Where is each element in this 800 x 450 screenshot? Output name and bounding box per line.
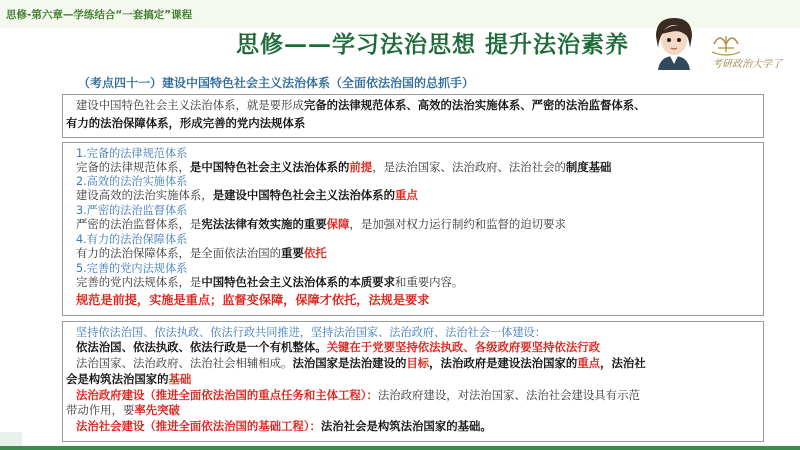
joint-line-6 — [76, 419, 492, 434]
course-title: 思修-第六章—学练结合“一套搞定”课程 — [6, 9, 193, 21]
text-3-a: 严密的法治监督体系，是 — [76, 217, 202, 231]
text-5 — [76, 275, 463, 290]
text-3 — [76, 217, 566, 232]
joint-line-2-d: ，法治社 — [600, 356, 646, 370]
text-5-c: 和重要内容。 — [394, 275, 464, 289]
text-4 — [76, 246, 327, 261]
definition-line-2 — [66, 116, 305, 131]
brand-name: 考研政治大学了 — [712, 59, 782, 70]
text-1-b: 是中国特色社会主义法治体系的 — [189, 160, 350, 174]
joint-line-2-b: 法治国家是法治建设的 — [292, 356, 407, 370]
text-3-b: 宪法法律有效实施的重要 — [201, 217, 327, 231]
page-title: 思修——学习法治思想 提升法治素养 — [236, 31, 630, 58]
text-1 — [76, 160, 611, 175]
text-5-a: 完善的党内法规体系，是 — [76, 275, 202, 289]
joint-line-5-keyword: 率先突破 — [134, 403, 180, 417]
joint-line-5-a: 带动作用，要 — [66, 403, 135, 417]
joint-line-3 — [66, 372, 191, 387]
text-1-keyword: 前提 — [349, 160, 373, 174]
text-4-keyword: 依托 — [303, 246, 327, 260]
text-1-a: 完备的法律规范体系， — [76, 160, 190, 174]
text-2-keyword: 重点 — [394, 188, 418, 202]
joint-line-5 — [66, 403, 180, 418]
heading-5: 5.完善的党内法规体系 — [76, 262, 188, 275]
section-title: （考点四十一）建设中国特色社会主义法治体系（全面依法治国的总抓手） — [78, 76, 475, 90]
text-2 — [76, 188, 418, 203]
summary-mnemonic: 规范是前提，实施是重点；监督变保障，保障才依托，法规是要求 — [76, 293, 430, 307]
text-2-a: 建设高效的法治实施体系， — [76, 188, 213, 202]
joint-line-4-keyword: 法治政府建设（推进全面依法治国的重点任务和主体工程）： — [76, 388, 378, 402]
joint-line-6-keyword: 法治社会建设（推进全面依法治国的基础工程）： — [76, 419, 321, 433]
text-3-c: ，是加强对权力运行制约和监督的迫切要求 — [349, 217, 566, 231]
joint-line-3-a: 会是构筑法治国家的 — [66, 372, 169, 386]
joint-line-3-keyword: 基础 — [168, 372, 192, 386]
heading-2: 2.高效的法治实施体系 — [76, 175, 188, 188]
joint-line-1-keyword: 关键在于党要坚持依法执政、各级政府要坚持依法行政 — [326, 340, 600, 354]
text-1-d: 制度基础 — [565, 160, 612, 174]
text-4-b: 重要 — [281, 246, 304, 260]
joint-heading: 坚持依法治国、依法执政、依法行政共同推进，坚持法治国家、法治政府、法治社会一体建设： — [76, 326, 546, 339]
definition-systems-cont: 有力的法治保障体系，形成完善的党内法规体系 — [66, 116, 306, 130]
corner-decoration — [0, 432, 22, 446]
text-2-b: 是建设中国特色社会主义法治体系的 — [212, 188, 395, 202]
joint-line-4 — [76, 388, 640, 403]
joint-line-2-keyword-2: 重点 — [577, 356, 601, 370]
joint-line-4-a: 法治政府建设，对法治国家、法治社会建设具有示范 — [377, 388, 640, 402]
joint-line-2-keyword-1: 目标 — [406, 356, 430, 370]
joint-line-2 — [76, 356, 646, 371]
heading-4: 4.有力的法治保障体系 — [76, 233, 188, 246]
joint-line-2-c: ，法治政府是建设法治国家的 — [429, 356, 578, 370]
definition-line-1 — [76, 98, 646, 113]
definition-systems: 完备的法律规范体系、高效的法治实施体系、严密的法治监督体系、 — [303, 98, 646, 112]
text-5-b: 中国特色社会主义法治体系的本质要求 — [201, 275, 395, 289]
text-1-c: ，是法治国家、法治政府、法治社会的 — [372, 160, 566, 174]
text-4-a: 有力的法治保障体系，是全面依法治国的 — [76, 246, 282, 260]
joint-line-6-b: 法治社会是构筑法治国家的基础。 — [320, 419, 492, 433]
joint-line-1 — [76, 340, 600, 355]
bottom-accent-bar — [0, 446, 800, 450]
joint-line-1-bold: 依法治国、依法执政、依法行政是一个有机整体。 — [76, 340, 327, 354]
definition-text: 建设中国特色社会主义法治体系，就是要形成 — [76, 98, 304, 112]
text-3-keyword: 保障 — [326, 217, 350, 231]
avatar-illustration — [650, 14, 698, 70]
heading-1: 1.完备的法律规范体系 — [76, 147, 188, 160]
joint-line-2-a: 法治国家、法治政府、法治社会相辅相成。 — [76, 356, 293, 370]
heading-3: 3.严密的法治监督体系 — [76, 204, 188, 217]
